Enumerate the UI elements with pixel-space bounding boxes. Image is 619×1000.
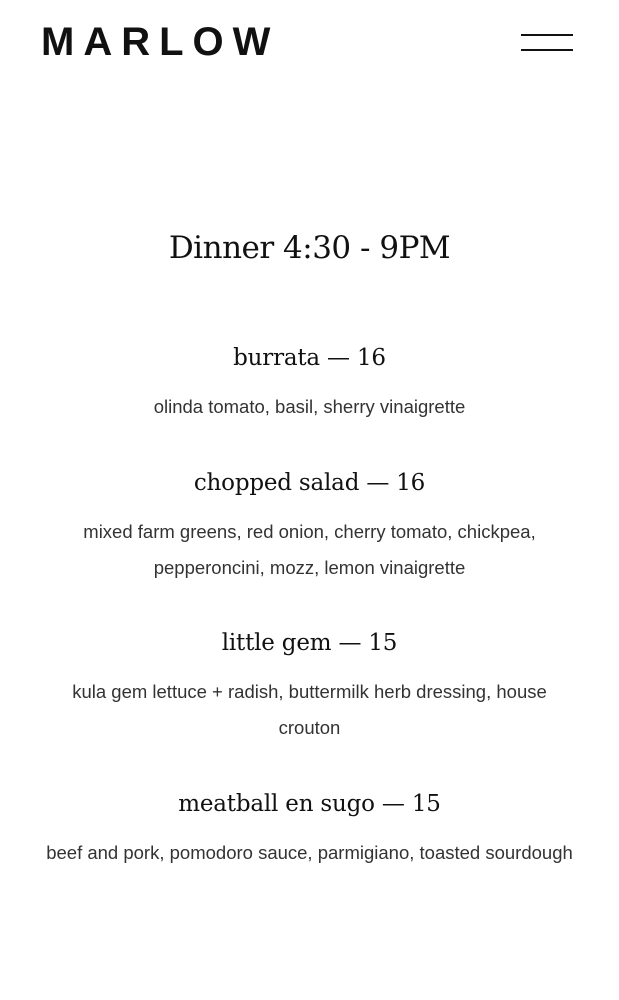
menu-item <box>40 341 579 425</box>
menu-section-title: Dinner 4:30 - 9PM <box>168 230 451 266</box>
menu-item-description: beef and pork, pomodoro sauce, parmigiano, toasted sourdough <box>46 842 573 863</box>
hamburger-icon-bar-bottom <box>521 49 573 51</box>
menu-item-name: chopped salad — 16 <box>193 470 426 496</box>
menu-item-name: meatball en sugo — 15 <box>178 791 441 817</box>
menu-item <box>40 626 579 746</box>
menu-item-description: olinda tomato, basil, sherry vinaigrette <box>153 396 466 417</box>
menu-item-description: mixed farm greens, red onion, cherry tomato, chickpea, pepperoncini, mozz, lemon vinaigrette <box>83 521 536 578</box>
site-header <box>0 0 619 90</box>
site-logo[interactable]: MARLOW <box>41 20 280 64</box>
menu-item-description: kula gem lettuce + radish, buttermilk herb dressing, house crouton <box>72 681 547 738</box>
menu-item <box>40 466 579 586</box>
menu-item-name: burrata — 16 <box>233 345 386 371</box>
menu-item <box>40 787 579 871</box>
menu-item-name: little gem — 15 <box>221 630 398 656</box>
hamburger-icon-bar-top <box>521 34 573 36</box>
hamburger-menu-button[interactable] <box>516 26 578 58</box>
